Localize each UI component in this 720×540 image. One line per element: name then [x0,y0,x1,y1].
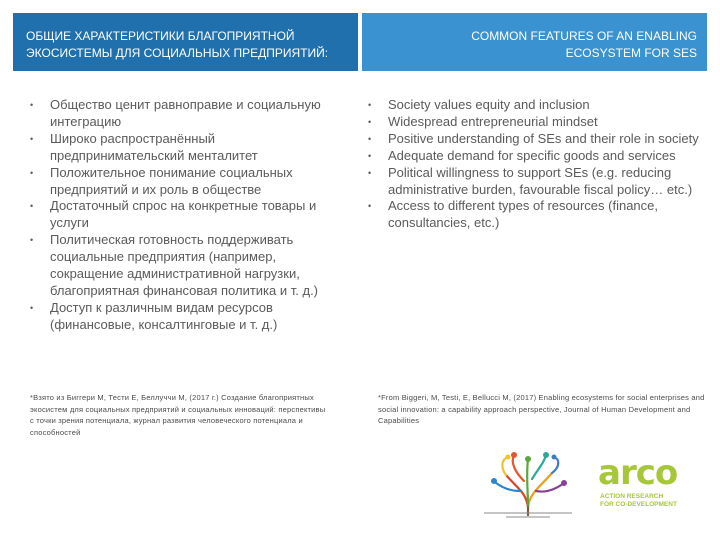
list-item [368,114,708,131]
list-item [30,165,350,199]
header-english-line-2: ECOSYSTEM FOR SES [565,46,697,60]
bullet-icon: • [368,167,372,178]
bullet-icon: • [30,302,34,313]
english-footnote: *From Biggeri, M, Testi, E, Bellucci M, (2017) Enabling ecosystems for social enterprises and social innovation: a capability approach perspective, Journal of Human Development and Capabilities [378,393,705,425]
list-item [30,300,350,334]
list-item [30,131,350,165]
list-item [368,198,708,232]
list-item-text: Adequate demand for specific goods and services [388,147,676,163]
list-item [368,165,708,199]
header-english-line-1: COMMON FEATURES OF AN ENABLING [471,29,697,43]
list-item-text: Widespread entrepreneurial mindset [388,113,598,129]
list-item-text: Положительное понимание социальных предприятий и их роль в обществе [50,164,293,197]
list-item [368,97,708,114]
list-item-text: Political willingness to support SEs (e.g. reducing administrative burden, favourable fiscal policy… etc.) [388,164,693,197]
list-item-text: Общество ценит равноправие и социальную интеграцию [50,97,321,129]
bullet-icon: • [368,116,372,127]
russian-feature-list [30,97,350,334]
list-item-text: Доступ к различным видам ресурсов (финансовые, консалтинговые и т. д.) [50,299,278,332]
list-item [30,97,350,131]
arco-tagline-line-1: ACTION RESEARCH [600,493,664,500]
header-english [362,13,707,71]
arco-logo-tagline [600,493,677,509]
list-item [368,131,708,148]
bullet-icon: • [30,133,34,144]
colorful-tree-logo-icon [476,447,580,527]
bullet-icon: • [30,235,34,246]
bullet-icon: • [368,150,372,161]
bullet-icon: • [368,201,372,212]
bullet-icon: • [30,100,34,110]
list-item-text: Политическая готовность поддерживать социальные предприятия (например, сокращение административной нагрузки, благоприятная финансовая политика и т. д.) [50,232,319,298]
russian-footnote: *Взято из Биггери M, Тести E, Беллуччи M, (2017 г.) Создание благоприятных экосистем для социальных предприятий и социальных инноваций: перспективы с точки зрения потенциала, журнал развития человеческого потенциала и способностей [30,393,326,437]
list-item-text: Positive understanding of SEs and their role in society [388,130,699,146]
bullet-icon: • [30,167,34,178]
list-item-text: Access to different types of resources (finance, consultancies, etc.) [388,198,659,231]
arco-tagline-line-2: FOR CO-DEVELOPMENT [600,501,677,508]
header-russian-line-2: ЭКОСИСТЕМЫ ДЛЯ СОЦИАЛЬНЫХ ПРЕДПРИЯТИЙ: [26,46,329,60]
english-feature-list [368,97,708,232]
list-item-text: Широко распространённый предпринимательский менталитет [50,130,258,163]
bullet-icon: • [30,201,34,212]
list-item [30,198,350,232]
bullet-icon: • [368,100,372,110]
arco-logo-wordmark: arco [598,453,678,493]
bullet-icon: • [368,133,372,144]
list-item-text: Society values equity and inclusion [388,97,590,112]
header-russian [13,13,358,71]
list-item [368,148,708,165]
arco-logo [598,453,692,520]
list-item-text: Достаточный спрос на конкретные товары и услуги [50,198,317,231]
list-item [30,232,350,300]
header-russian-line-1: ОБЩИЕ ХАРАКТЕРИСТИКИ БЛАГОПРИЯТНОЙ [26,29,295,43]
